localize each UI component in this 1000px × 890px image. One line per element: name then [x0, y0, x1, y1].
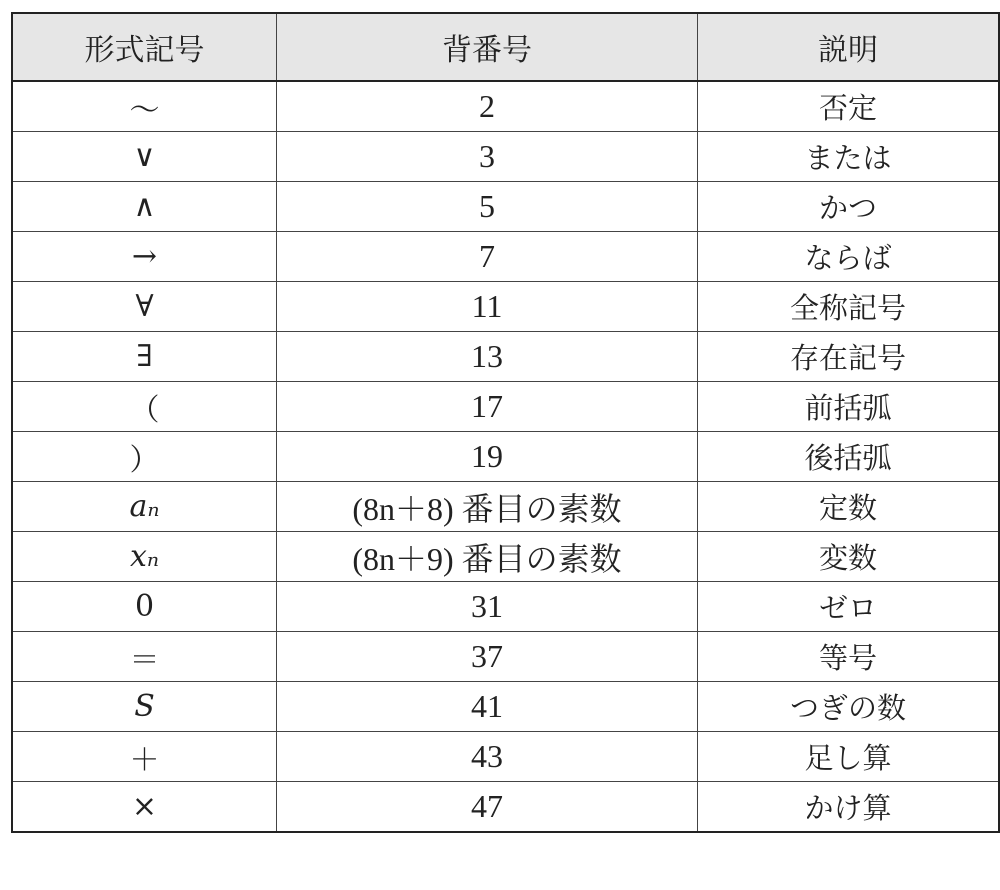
- cell-symbol: （: [12, 382, 277, 432]
- cell-number: 17: [277, 382, 698, 432]
- table-row: [12, 132, 999, 182]
- cell-symbol: ×: [12, 782, 277, 833]
- cell-description: ゼロ: [698, 582, 1000, 632]
- cell-number: 5: [277, 182, 698, 232]
- cell-description: 存在記号: [698, 332, 1000, 382]
- cell-symbol: ∃: [12, 332, 277, 382]
- cell-description: 定数: [698, 482, 1000, 532]
- cell-symbol: ∨: [12, 132, 277, 182]
- cell-symbol: →: [12, 232, 277, 282]
- table-row: [12, 582, 999, 632]
- cell-description: かけ算: [698, 782, 1000, 833]
- cell-number: 31: [277, 582, 698, 632]
- table-row: [12, 382, 999, 432]
- cell-symbol: S: [12, 682, 277, 732]
- table-row: [12, 682, 999, 732]
- header-symbol: 形式記号: [12, 13, 277, 81]
- cell-symbol: 0: [12, 582, 277, 632]
- table-row: [12, 782, 999, 833]
- cell-number: 7: [277, 232, 698, 282]
- cell-number: 47: [277, 782, 698, 833]
- table-body: [12, 81, 999, 832]
- cell-description: 後括弧: [698, 432, 1000, 482]
- cell-number: 43: [277, 732, 698, 782]
- cell-number: 13: [277, 332, 698, 382]
- table-row: [12, 732, 999, 782]
- cell-number: 11: [277, 282, 698, 332]
- cell-description: ならば: [698, 232, 1000, 282]
- table-row: [12, 632, 999, 682]
- cell-description: 前括弧: [698, 382, 1000, 432]
- cell-symbol: ～: [12, 81, 277, 132]
- cell-description: 足し算: [698, 732, 1000, 782]
- table-row: [12, 332, 999, 382]
- cell-number: (8n＋9) 番目の素数: [277, 532, 698, 582]
- cell-number: 19: [277, 432, 698, 482]
- cell-symbol: xₙ: [12, 532, 277, 582]
- cell-description: または: [698, 132, 1000, 182]
- cell-symbol: ＋: [12, 732, 277, 782]
- header-description: 説明: [698, 13, 1000, 81]
- cell-number: 2: [277, 81, 698, 132]
- cell-description: 変数: [698, 532, 1000, 582]
- table-row: [12, 182, 999, 232]
- cell-symbol: aₙ: [12, 482, 277, 532]
- cell-description: つぎの数: [698, 682, 1000, 732]
- cell-symbol: ∧: [12, 182, 277, 232]
- cell-symbol: ）: [12, 432, 277, 482]
- cell-description: 等号: [698, 632, 1000, 682]
- cell-description: 全称記号: [698, 282, 1000, 332]
- cell-number: 3: [277, 132, 698, 182]
- table-header-row: [12, 13, 999, 81]
- table-row: [12, 432, 999, 482]
- header-number: 背番号: [277, 13, 698, 81]
- cell-number: 37: [277, 632, 698, 682]
- table-row: [12, 532, 999, 582]
- table-row: [12, 282, 999, 332]
- cell-description: かつ: [698, 182, 1000, 232]
- table-row: [12, 81, 999, 132]
- symbol-number-table: [11, 12, 1000, 833]
- cell-symbol: ＝: [12, 632, 277, 682]
- cell-symbol: ∀: [12, 282, 277, 332]
- table-row: [12, 232, 999, 282]
- cell-number: (8n＋8) 番目の素数: [277, 482, 698, 532]
- cell-description: 否定: [698, 81, 1000, 132]
- table-row: [12, 482, 999, 532]
- cell-number: 41: [277, 682, 698, 732]
